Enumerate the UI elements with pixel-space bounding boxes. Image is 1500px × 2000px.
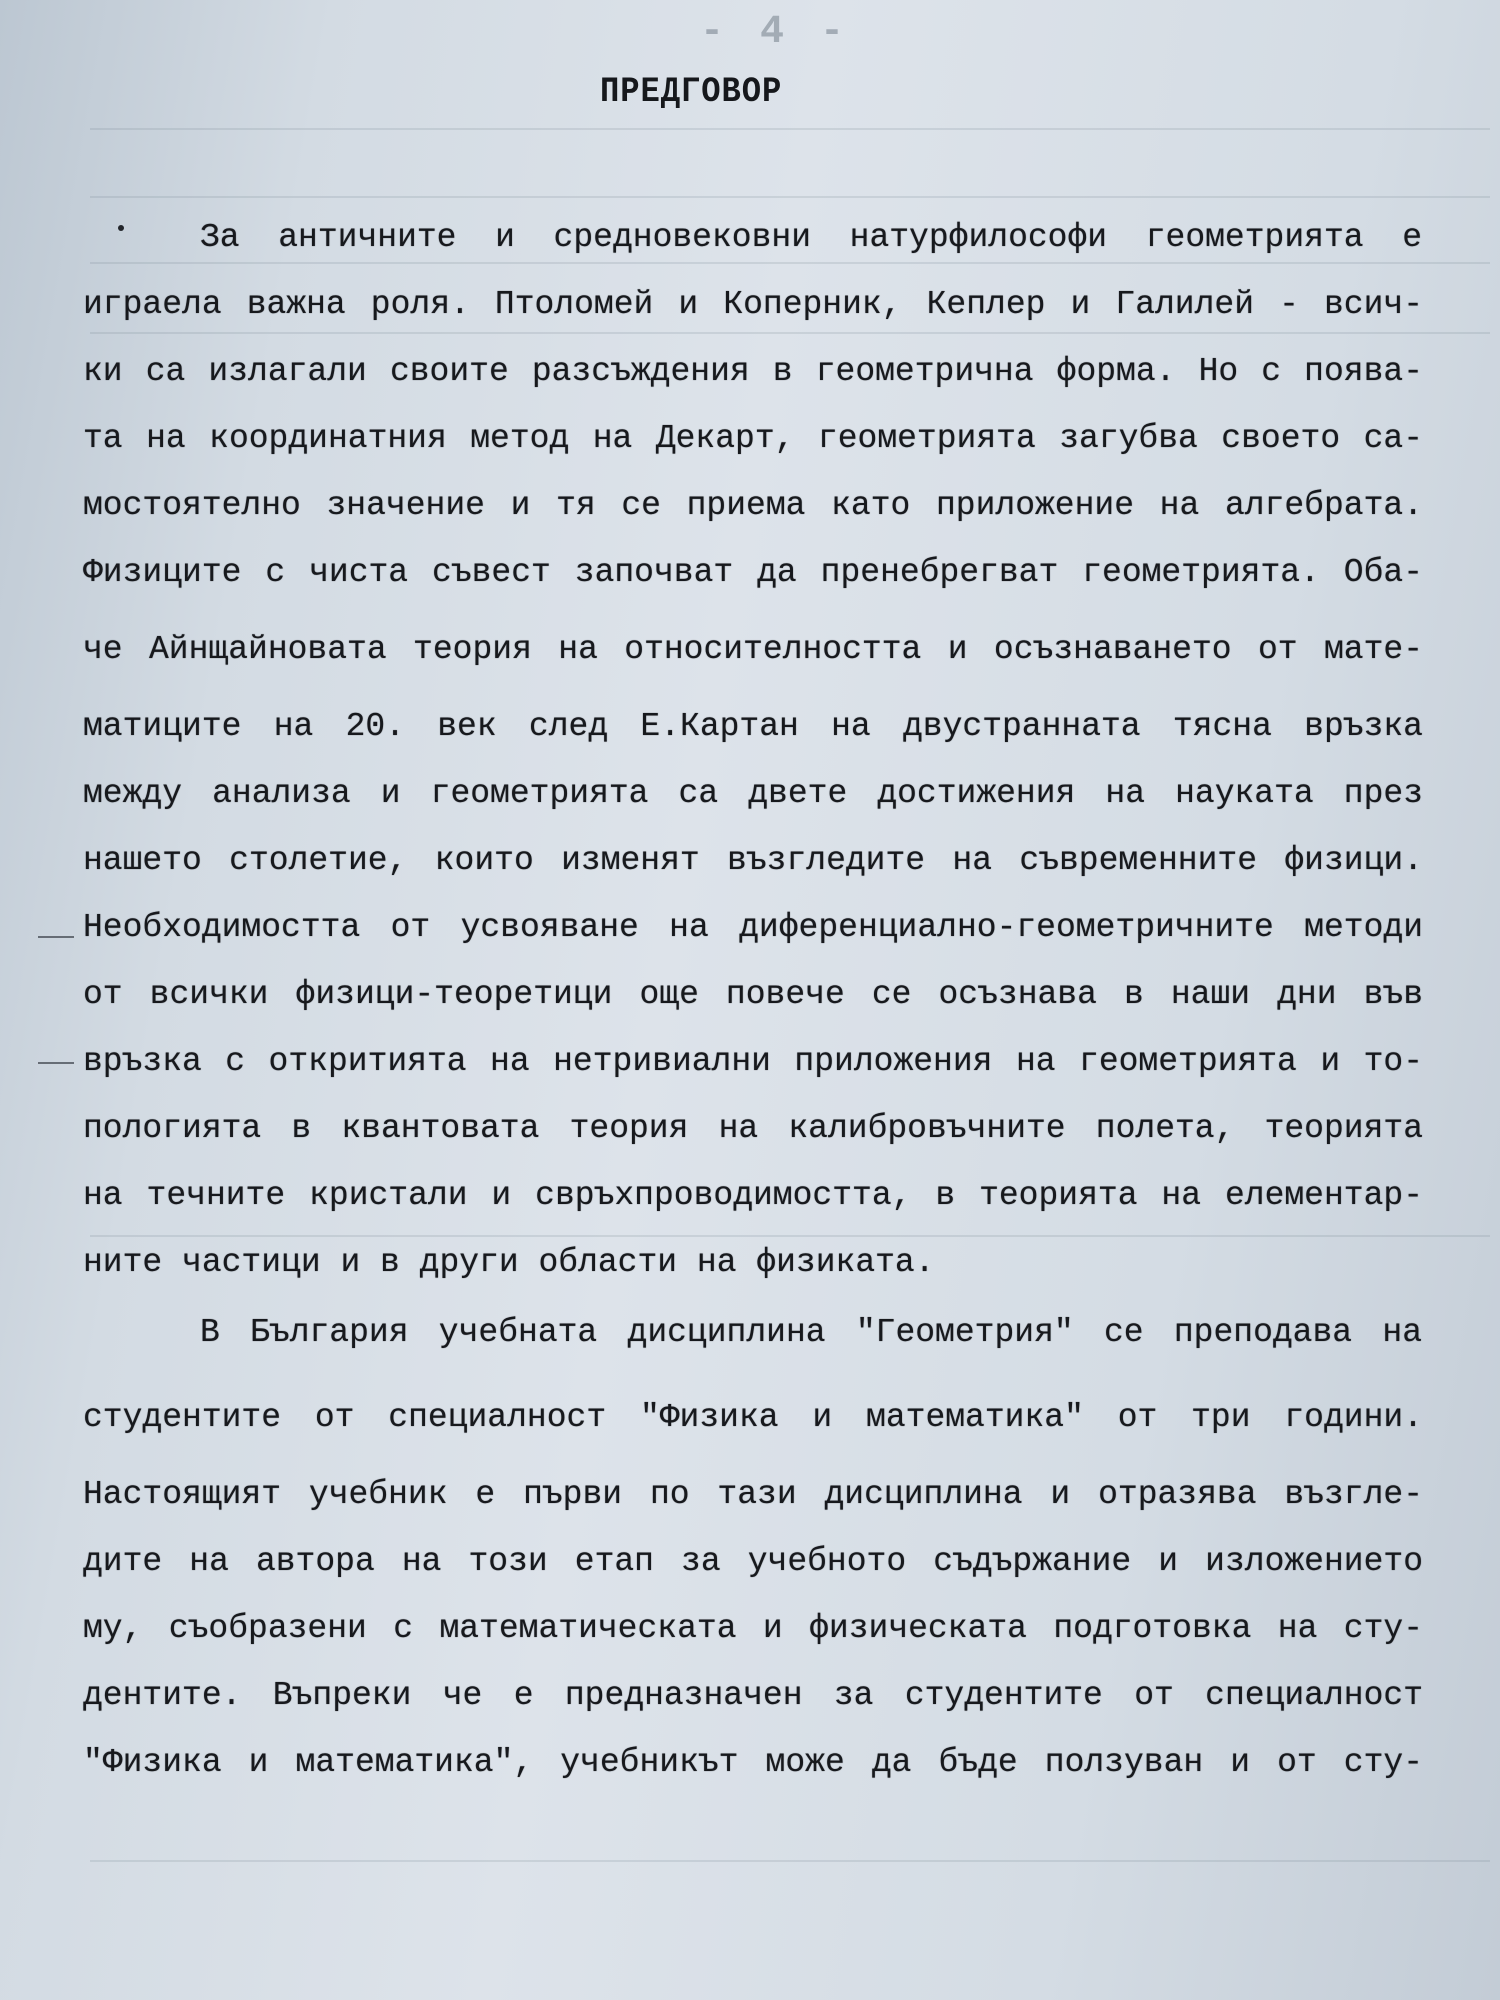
show-through-line <box>90 262 1490 264</box>
text-line: ки са излагали своите разсъждения в геометрична форма. Но с поява- <box>83 353 1423 390</box>
show-through-line <box>90 1235 1490 1237</box>
text-line: Необходимостта от усвояване на диференциално-геометричните методи <box>83 909 1423 946</box>
text-line: За античните и средновековни натурфилософи геометрията е <box>200 219 1422 256</box>
show-through-line <box>90 128 1490 130</box>
page-title: ПРЕДГОВОР <box>600 72 783 112</box>
text-line: матиците на 20. век след Е.Картан на двустранната тясна връзка <box>83 708 1423 745</box>
text-line: му, съобразени с математическата и физическата подготовка на сту- <box>83 1610 1423 1647</box>
text-line: дите на автора на този етап за учебното съдържание и изложението <box>83 1543 1423 1580</box>
text-line: пологията в квантовата теория на калибровъчните полета, теорията <box>83 1110 1423 1147</box>
page-number: - 4 - <box>700 10 851 55</box>
text-line: дентите. Въпреки че е предназначен за студентите от специалност <box>83 1677 1423 1714</box>
text-line: че Айнщайновата теория на относителността и осъзнаването от мате- <box>83 631 1423 668</box>
text-line: та на координатния метод на Декарт, геометрията загубва своето са- <box>83 420 1423 457</box>
text-line: ните частици и в други области на физиката. <box>83 1244 935 1281</box>
text-line: Настоящият учебник е първи по тази дисциплина и отразява възгле- <box>83 1476 1423 1513</box>
show-through-line <box>90 1860 1490 1862</box>
show-through-line <box>90 332 1490 334</box>
text-line: между анализа и геометрията са двете достижения на науката през <box>83 775 1423 812</box>
margin-mark <box>38 936 74 938</box>
text-line: от всички физици-теоретици още повече се осъзнава в наши дни във <box>83 976 1423 1013</box>
text-line: "Физика и математика", учебникът може да бъде ползуван и от сту- <box>83 1744 1423 1781</box>
text-line: В България учебната дисциплина "Геометрия" се преподава на <box>200 1314 1422 1351</box>
text-line: връзка с откритията на нетривиални приложения на геометрията и то- <box>83 1043 1423 1080</box>
text-line: студентите от специалност "Физика и математика" от три години. <box>83 1399 1423 1436</box>
text-line: играела важна роля. Птоломей и Коперник, Кеплер и Галилей - всич- <box>83 286 1423 323</box>
ink-dot <box>118 225 124 231</box>
text-line: на течните кристали и свръхпроводимостта, в теорията на елементар- <box>83 1177 1423 1214</box>
show-through-line <box>90 196 1490 198</box>
text-line: мостоятелно значение и тя се приема като приложение на алгебрата. <box>83 487 1423 524</box>
text-line: Физиците с чиста съвест започват да пренебрегват геометрията. Оба- <box>83 554 1423 591</box>
margin-mark <box>38 1062 74 1064</box>
text-line: нашето столетие, които изменят възгледите на съвременните физици. <box>83 842 1423 879</box>
